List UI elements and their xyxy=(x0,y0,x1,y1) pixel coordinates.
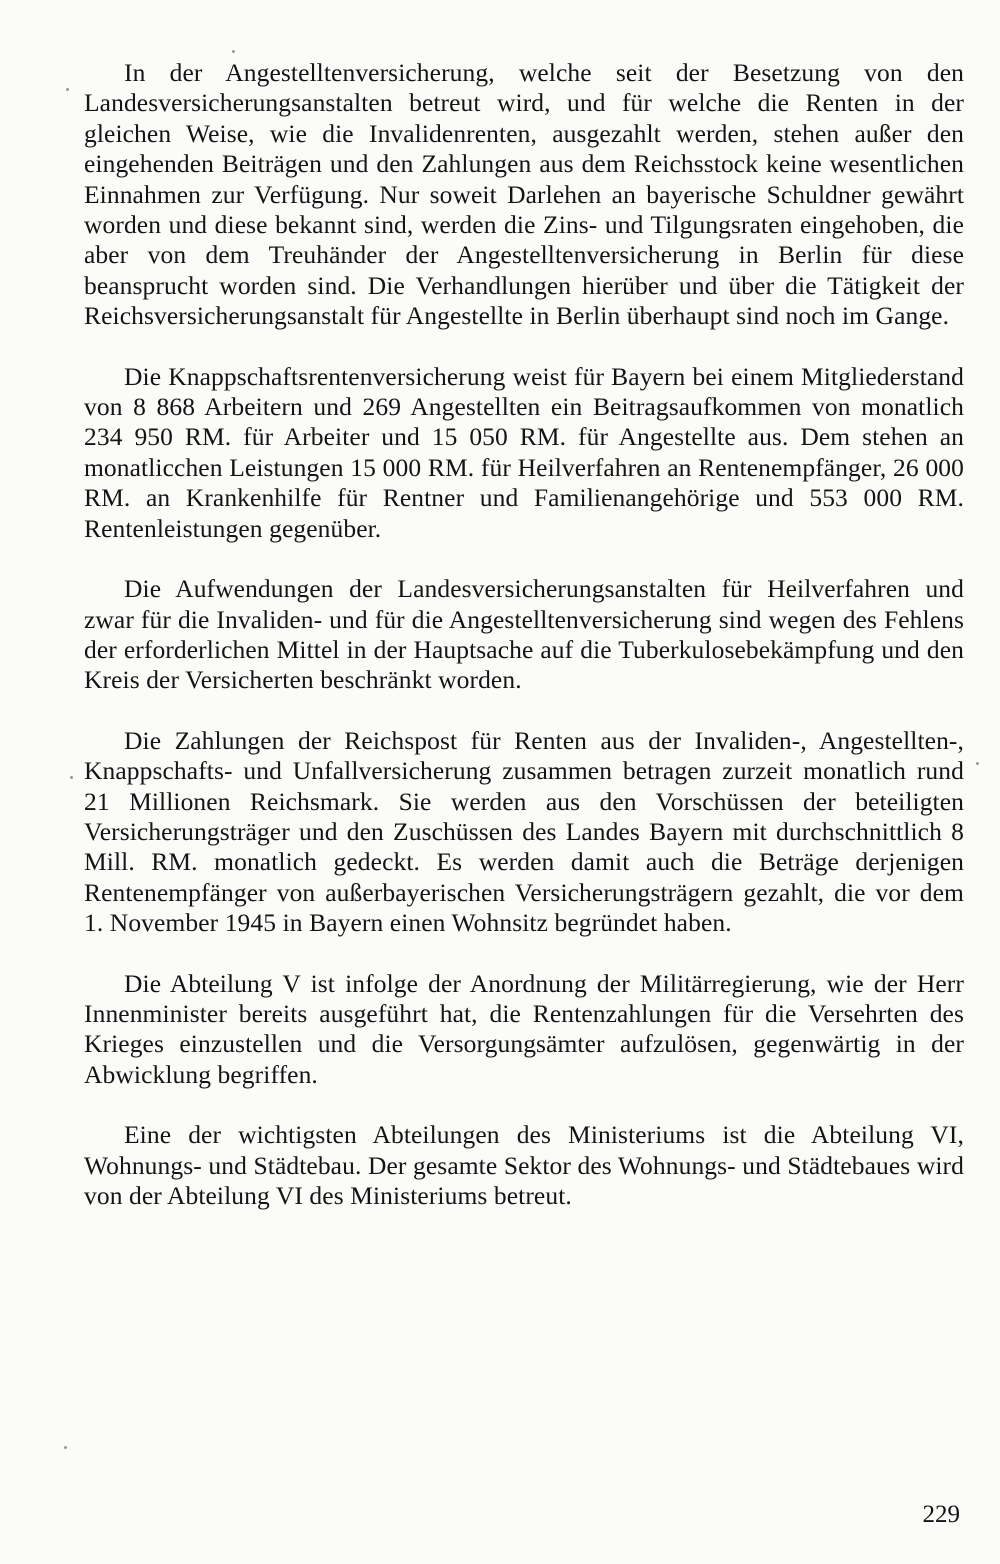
page-number: 229 xyxy=(922,1501,960,1528)
scan-speck xyxy=(976,762,979,765)
paragraph-reichspost-zahlungen: Die Zahlungen der Reichspost für Renten aus der Invaliden-, Angestellten-, Knappschafts- und Unfallversicherung zusammen betragen zurzeit monatlich rund 21 Millionen Reichsmark. Sie werden aus den Vorschüssen der beteiligten Versicherungsträger und den Zuschüssen des Landes Bayern mit durchschnittlich 8 Mill. RM. monatlich gedeckt. Es werden damit auch die Beträge derjenigen Rentenempfänger von außerbayerischen Versicherungsträgern gezahlt, die vor dem 1. November 1945 in Bayern einen Wohnsitz begründet haben. xyxy=(84,725,964,938)
paragraph-heilverfahren: Die Aufwendungen der Landesversicherungsanstalten für Heilverfahren und zwar für die Invaliden- und für die Angestelltenversicherung sind wegen des Fehlens der erforderlichen Mittel in der Hauptsache auf die Tuberkulosebekämpfung und den Kreis der Versicherten beschränkt worden. xyxy=(84,574,964,695)
paragraph-abteilung-vi: Eine der wichtigsten Abteilungen des Ministeriums ist die Abteilung VI, Wohnungs- und Städtebau. Der gesamte Sektor des Wohnungs- und Städtebaues wird von der Abteilung VI des Ministeriums betreut. xyxy=(84,1120,964,1210)
paragraph-abteilung-v: Die Abteilung V ist infolge der Anordnung der Militärregierung, wie der Herr Innenminister bereits ausgeführt hat, die Rentenzahlungen für die Versehrten des Krieges einzustellen und die Versorgungsämter aufzulösen, gegenwärtig in der Abwicklung begriffen. xyxy=(84,968,964,1089)
scan-speck xyxy=(232,50,235,53)
scan-speck xyxy=(64,1446,67,1449)
paragraph-angestelltenversicherung: In der Angestelltenversicherung, welche seit der Besetzung von den Landesversicherungsanstalten betreut wird, und für welche die Renten in der gleichen Weise, wie die Invalidenrenten, ausgezahlt werden, stehen außer den eingehenden Beiträgen und den Zahlungen aus dem Reichsstock keine wesentlichen Einnahmen zur Verfügung. Nur soweit Darlehen an bayerische Schuldner gewährt worden und diese bekannt sind, werden die Zins- und Tilgungsraten eingehoben, die aber von dem Treuhänder der Angestelltenversicherung in Berlin für diese beansprucht worden sind. Die Verhandlungen hierüber und über die Tätigkeit der Reichsversicherungsanstalt für Angestellte in Berlin überhaupt sind noch im Gange. xyxy=(84,58,964,331)
scan-speck xyxy=(66,88,69,91)
paragraph-knappschaftsrentenversicherung: Die Knappschaftsrentenversicherung weist für Bayern bei einem Mitgliederstand von 8 868 Arbeitern und 269 Angestellten ein Beitragsaufkommen von monatlich 234 950 RM. für Arbeiter und 15 050 RM. für Angestellte aus. Dem stehen an monatlicchen Leistungen 15 000 RM. für Heilverfahren an Rentenempfänger, 26 000 RM. an Krankenhilfe für Rentner und Familienangehörige und 553 000 RM. Rentenleistungen gegenüber. xyxy=(84,361,964,543)
scan-speck xyxy=(70,776,73,779)
body-text xyxy=(84,58,964,1211)
